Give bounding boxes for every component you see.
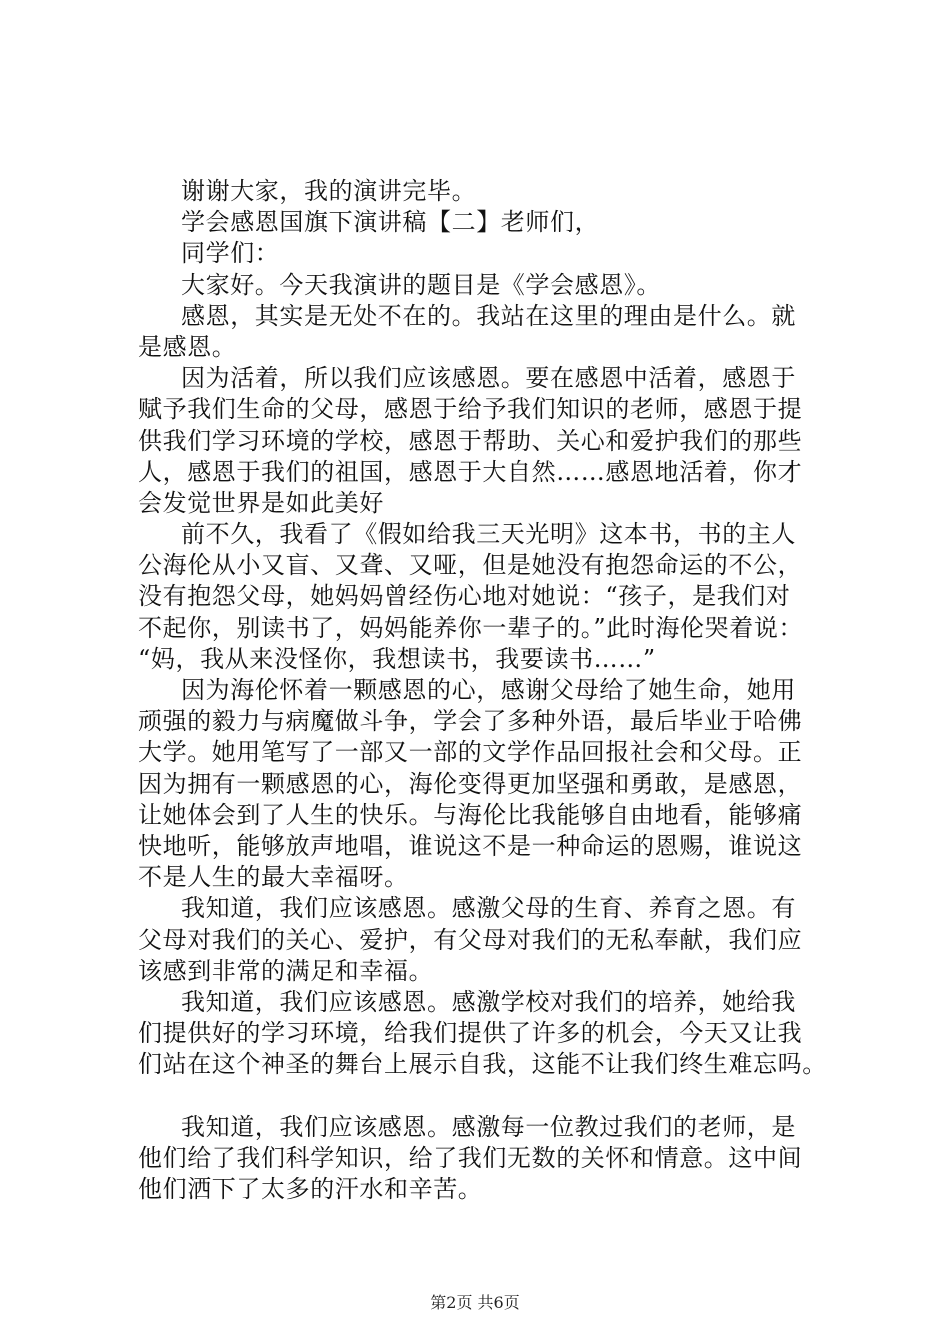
text-line: 大家好。今天我演讲的题目是《学会感恩》。 (181, 270, 661, 299)
text-line: 同学们： (181, 239, 280, 268)
text-line: 因为拥有一颗感恩的心，海伦变得更加坚强和勇敢，是感恩， (138, 769, 803, 798)
text-line: 前不久，我看了《假如给我三天光明》这本书，书的主人 (181, 520, 796, 549)
text-line: 们提供好的学习环境，给我们提供了许多的机会，今天又让我 (138, 1019, 803, 1048)
text-line: 感恩，其实是无处不在的。我站在这里的理由是什么。就 (181, 301, 796, 330)
text-line: 我知道，我们应该感恩。感激每一位教过我们的老师，是 (181, 1112, 796, 1141)
page-number-footer: 第2页 共6页 (430, 1293, 520, 1312)
text-line: 大学。她用笔写了一部又一部的文学作品回报社会和父母。正 (138, 738, 803, 767)
text-line: 不起你，别读书了，妈妈能养你一辈子的。”此时海伦哭着说： (138, 613, 804, 642)
text-line: 谢谢大家，我的演讲完毕。 (181, 177, 477, 205)
text-line: 不是人生的最大幸福呀。 (138, 863, 409, 892)
text-line: 因为海伦怀着一颗感恩的心，感谢父母给了她生命，她用 (181, 676, 796, 704)
speech-body (138, 176, 844, 1205)
text-line: 该感到非常的满足和幸福。 (138, 956, 434, 985)
text-line: 公海伦从小又盲、又聋、又哑，但是她没有抱怨命运的不公， (138, 551, 803, 580)
text-line: 因为活着，所以我们应该感恩。要在感恩中活着，感恩于 (181, 364, 796, 393)
text-line: 我知道，我们应该感恩。感激学校对我们的培养，她给我 (181, 987, 796, 1016)
text-line: 人，感恩于我们的祖国，感恩于大自然……感恩地活着，你才 (138, 457, 803, 486)
text-line: 会发觉世界是如此美好 (138, 488, 384, 517)
text-line: 他们洒下了太多的汗水和辛苦。 (138, 1175, 483, 1203)
text-line: 快地听，能够放声地唱，谁说这不是一种命运的恩赐，谁说这 (138, 831, 803, 860)
text-line: 们站在这个神圣的舞台上展示自我，这能不让我们终生难忘吗。 (138, 1050, 827, 1079)
text-line: 供我们学习环境的学校，感恩于帮助、关心和爱护我们的那些 (138, 426, 803, 455)
text-line: 我知道，我们应该感恩。感激父母的生育、养育之恩。有 (181, 894, 796, 923)
text-line: 学会感恩国旗下演讲稿【二】老师们， (181, 208, 600, 237)
text-line: 赋予我们生命的父母，感恩于给予我们知识的老师，感恩于提 (138, 395, 803, 424)
text-line: 没有抱怨父母，她妈妈曾经伤心地对她说：“孩子，是我们对 (138, 582, 791, 611)
paragraph-gap (138, 1080, 844, 1111)
text-line: 顽强的毅力与病魔做斗争，学会了多种外语，最后毕业于哈佛 (138, 707, 803, 736)
text-line: 是感恩。 (138, 332, 237, 361)
text-line: “妈，我从来没怪你，我想读书，我要读书……” (138, 644, 656, 673)
text-line: 他们给了我们科学知识，给了我们无数的关怀和情意。这中间 (138, 1143, 803, 1172)
text-line: 让她体会到了人生的快乐。与海伦比我能够自由地看，能够痛 (138, 800, 803, 829)
text-line: 父母对我们的关心、爱护，有父母对我们的无私奉献，我们应 (138, 925, 803, 954)
